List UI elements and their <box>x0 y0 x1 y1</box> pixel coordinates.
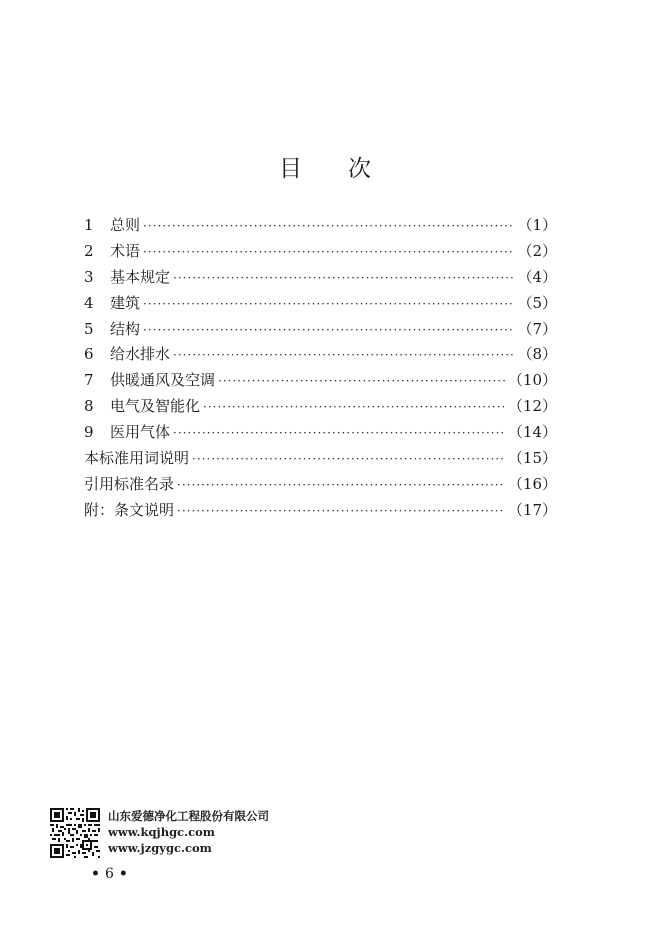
toc-leader-dots <box>203 395 505 421</box>
toc-entry-page: （12） <box>507 397 557 416</box>
toc-leader-dots <box>143 292 514 318</box>
toc-entry-label: 基本规定 <box>110 267 171 286</box>
toc-leader-dots <box>192 447 505 473</box>
toc-leader-dots <box>218 369 505 395</box>
website-link-1[interactable]: www.kqjhgc.com <box>108 825 215 839</box>
toc-entry-label: 供暖通风及空调 <box>110 371 216 390</box>
toc-entry[interactable] <box>84 265 557 291</box>
toc-entry-number: 3 <box>84 267 94 286</box>
toc-entry-page: （4） <box>517 267 557 286</box>
toc-entry-page: （16） <box>507 474 557 493</box>
toc-leader-dots <box>177 499 505 525</box>
company-name: 山东爱德净化工程股份有限公司 <box>108 809 269 823</box>
toc-entry[interactable] <box>84 446 557 472</box>
toc-entry-label: 结构 <box>110 319 141 338</box>
toc-entry[interactable] <box>84 472 557 498</box>
toc-entry[interactable] <box>84 368 557 394</box>
toc-entry[interactable] <box>84 213 557 239</box>
toc-entry-number: 1 <box>84 216 94 234</box>
toc-entry[interactable] <box>84 291 557 317</box>
toc-leader-dots <box>143 318 514 344</box>
publisher-footer <box>50 808 269 858</box>
title-char-2: 次 <box>348 156 371 182</box>
toc-entry[interactable] <box>84 498 557 524</box>
toc-entry-label: 给水排水 <box>110 345 171 364</box>
toc-entry-page: （5） <box>517 293 557 312</box>
toc-entry-label: 建筑 <box>110 293 141 312</box>
toc-entry[interactable] <box>84 394 557 420</box>
page-number-dot-left: • <box>91 866 100 882</box>
table-of-contents <box>84 213 557 524</box>
website-link-2[interactable]: www.jzgygc.com <box>108 841 212 855</box>
toc-entry-label: 医用气体 <box>110 423 171 442</box>
toc-leader-dots <box>173 421 505 447</box>
toc-entry-number: 6 <box>84 345 94 364</box>
toc-entry[interactable] <box>84 342 557 368</box>
toc-entry-label: 引用标准名录 <box>84 474 175 493</box>
toc-leader-dots <box>177 473 505 499</box>
title-char-1: 目 <box>279 156 302 182</box>
toc-entry-label: 附：条文说明 <box>84 500 175 519</box>
toc-entry[interactable] <box>84 239 557 265</box>
toc-leader-dots <box>143 240 514 266</box>
toc-entry-label: 本标准用词说明 <box>84 449 190 468</box>
toc-entry[interactable] <box>84 317 557 343</box>
toc-entry-number: 5 <box>84 319 94 338</box>
toc-entry-number: 9 <box>84 423 94 442</box>
page-number-value: 6 <box>104 866 114 882</box>
toc-entry-page: （8） <box>517 345 557 364</box>
toc-entry-number: 4 <box>84 293 94 312</box>
page-title <box>0 150 650 183</box>
toc-entry-page: （2） <box>517 241 557 260</box>
toc-entry-label: 术语 <box>110 241 141 260</box>
page-number-dot-right: • <box>118 866 128 882</box>
qr-code-icon <box>50 808 100 858</box>
toc-entry-page: （15） <box>507 449 557 468</box>
toc-entry-page: （1） <box>517 216 557 234</box>
publisher-info <box>108 808 269 856</box>
toc-entry[interactable] <box>84 420 557 446</box>
toc-entry-page: （14） <box>507 423 557 442</box>
toc-entry-number: 8 <box>84 397 94 416</box>
toc-leader-dots <box>173 343 514 369</box>
toc-entry-number: 7 <box>84 371 94 390</box>
toc-entry-page: （7） <box>517 319 557 338</box>
toc-entry-label: 电气及智能化 <box>110 397 201 416</box>
toc-entry-page: （10） <box>507 371 557 390</box>
toc-entry-label: 总则 <box>110 216 141 234</box>
toc-leader-dots <box>173 266 514 292</box>
toc-entry-number: 2 <box>84 241 94 260</box>
toc-leader-dots <box>143 214 514 240</box>
toc-entry-page: （17） <box>507 500 557 519</box>
page-number <box>86 866 133 882</box>
